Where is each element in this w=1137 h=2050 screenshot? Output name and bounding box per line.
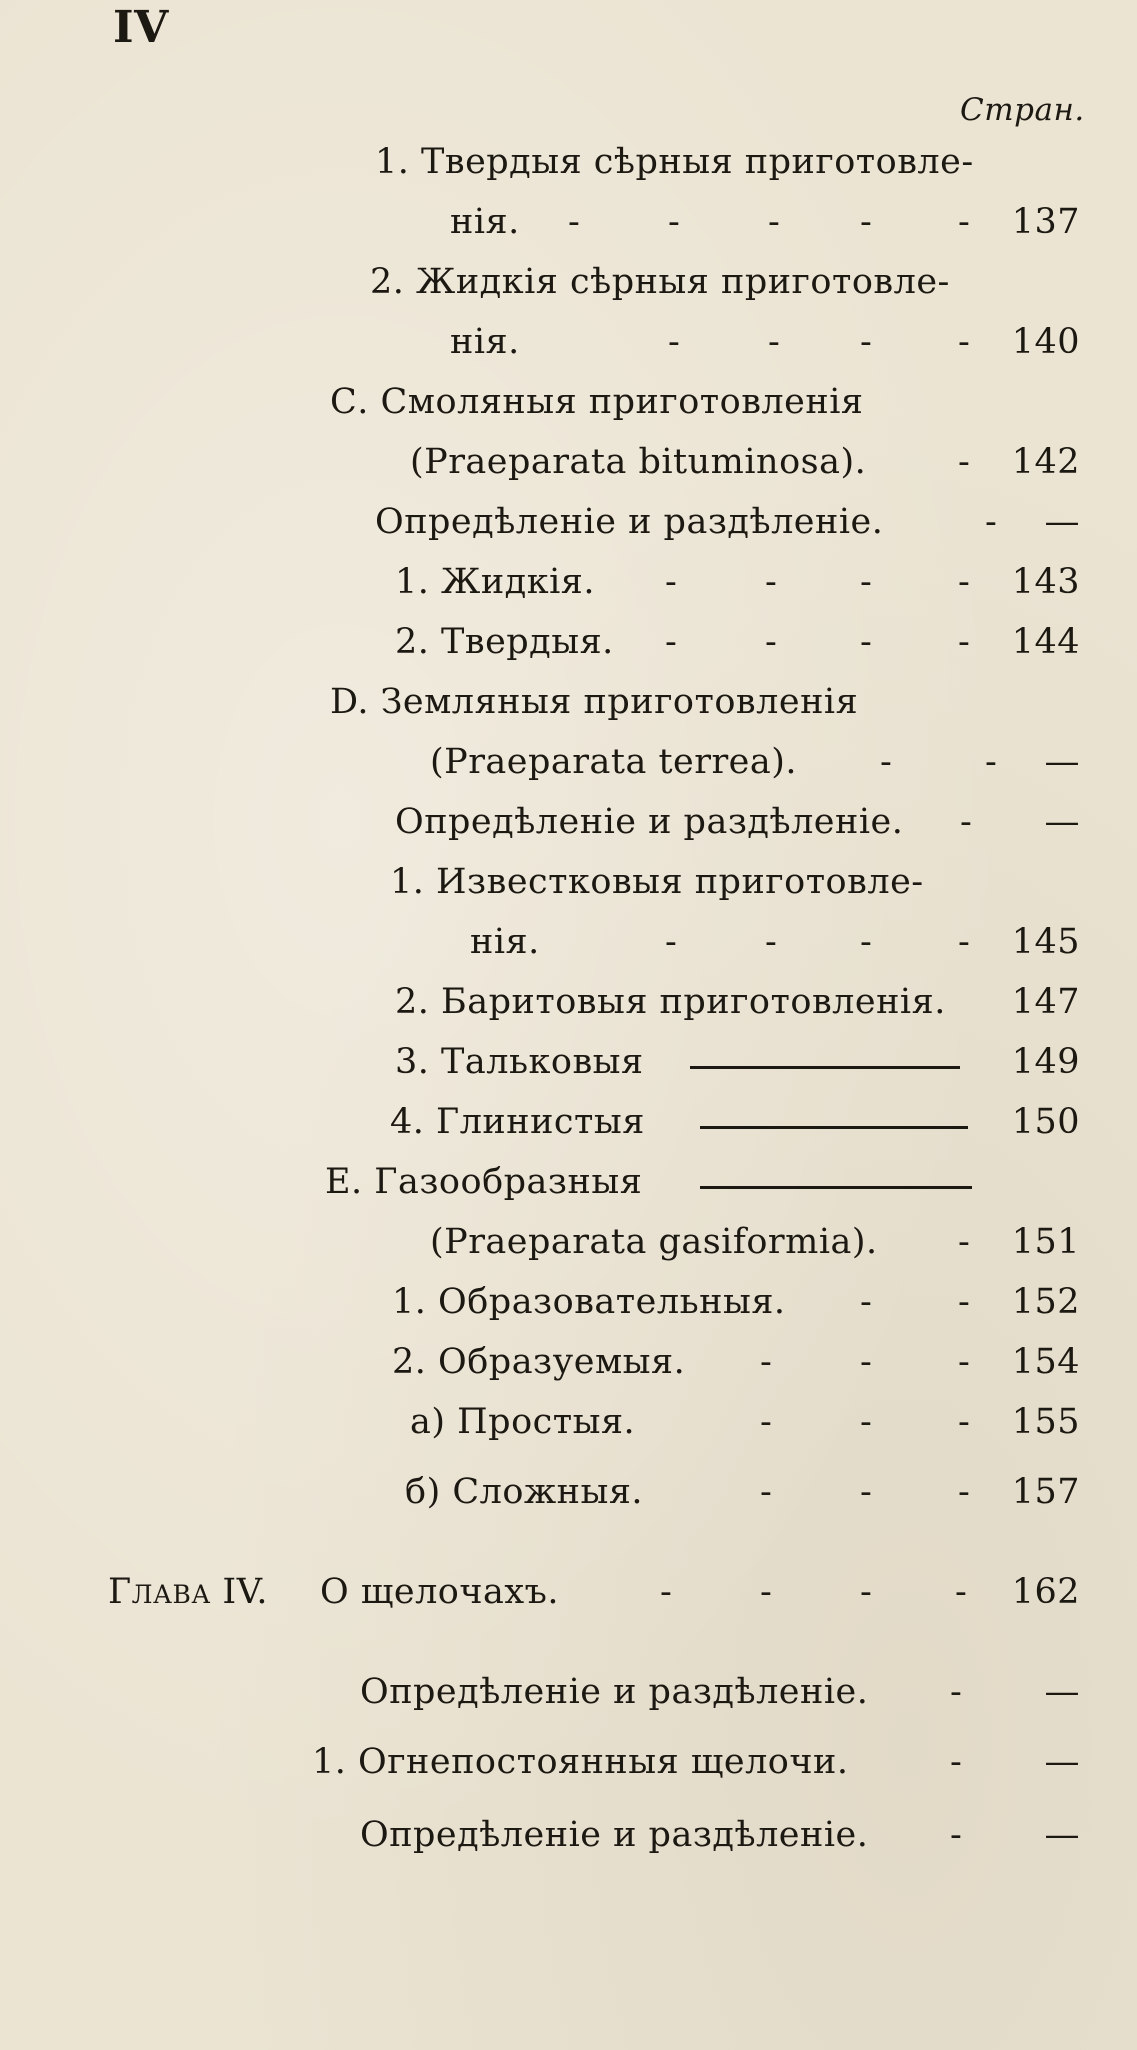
toc-section-title: E. Газообразныя [325,1162,643,1202]
toc-entry-text: нія. [450,322,520,362]
leader-dash: - [760,1402,772,1442]
page-column-label: Стран. [960,92,1085,128]
toc-page-number: 149 [1011,1042,1080,1082]
leader-dash: - [860,322,872,362]
leader-dash: - [950,1672,962,1712]
toc-page-number: 151 [1011,1222,1080,1262]
toc-page-number: 157 [1011,1472,1080,1512]
toc-page-number: — [1044,802,1080,842]
leader-dash: - [958,1402,970,1442]
leader-dash: - [665,622,677,662]
leader-dash: - [765,562,777,602]
leader-dash: - [760,1342,772,1382]
leader-dash: - [665,922,677,962]
leader-dash: - [860,1342,872,1382]
leader-dash: - [880,742,892,782]
leader-dash: - [760,1572,772,1612]
leader-dash: - [860,202,872,242]
chapter-label: Глава IV. [108,1572,269,1612]
toc-entry-text: 3. Тальковыя [395,1042,644,1082]
leader-dash: - [765,922,777,962]
toc-page-number: 142 [1011,442,1080,482]
toc-entry-text: 2. Образуемыя. [392,1342,686,1382]
toc-section-title: D. Земляныя приготовленія [330,682,859,722]
toc-page-number: 155 [1011,1402,1080,1442]
leader-dash: - [860,562,872,602]
toc-page-number: 145 [1011,922,1080,962]
leader-rule [700,1126,968,1129]
leader-dash: - [768,202,780,242]
toc-entry-text: Опредѣленіе и раздѣленіе. [360,1672,869,1712]
leader-dash: - [860,1282,872,1322]
toc-page-number: 143 [1011,562,1080,602]
toc-entry-text: 1. Образовательныя. [392,1282,786,1322]
toc-page-number: — [1044,1672,1080,1712]
toc-page-number: 152 [1011,1282,1080,1322]
leader-rule [690,1066,960,1069]
toc-page-number: 154 [1011,1342,1080,1382]
leader-dash: - [985,502,997,542]
leader-dash: - [860,622,872,662]
toc-entry-text: Опредѣленіе и раздѣленіе. [375,502,884,542]
toc-entry-text: б) Сложныя. [405,1472,644,1512]
leader-dash: - [860,922,872,962]
leader-dash: - [568,202,580,242]
leader-dash: - [958,922,970,962]
leader-dash: - [958,322,970,362]
leader-dash: - [955,1572,967,1612]
leader-dash: - [665,562,677,602]
toc-page-number: 150 [1011,1102,1080,1142]
leader-dash: - [860,1572,872,1612]
toc-entry-text: 1. Твердыя сѣрныя приготовле- [375,142,974,182]
leader-dash: - [660,1572,672,1612]
toc-entry-text: Опредѣленіе и раздѣленіе. [395,802,904,842]
toc-entry-text: 1. Жидкія. [395,562,595,602]
leader-dash: - [958,1222,970,1262]
page-number: IV [113,2,169,53]
toc-latin-subtitle: (Praeparata terrea). [430,742,798,782]
leader-dash: - [960,802,972,842]
leader-dash: - [958,562,970,602]
leader-dash: - [950,1815,962,1855]
leader-dash: - [668,202,680,242]
toc-page-number: 144 [1011,622,1080,662]
toc-latin-subtitle: (Praeparata gasiformia). [430,1222,878,1262]
leader-dash: - [958,442,970,482]
toc-latin-subtitle: (Praeparata bituminosa). [410,442,867,482]
toc-entry-text: 2. Твердыя. [395,622,614,662]
leader-dash: - [668,322,680,362]
toc-entry-text: нія. [450,202,520,242]
toc-page-number: — [1044,742,1080,782]
leader-rule [700,1186,972,1189]
leader-dash: - [958,622,970,662]
toc-page-number: 137 [1011,202,1080,242]
leader-dash: - [768,322,780,362]
toc-entry-text: 4. Глинистыя [390,1102,645,1142]
leader-dash: - [860,1402,872,1442]
leader-dash: - [958,202,970,242]
leader-dash: - [760,1472,772,1512]
leader-dash: - [958,1472,970,1512]
toc-entry-text: нія. [470,922,540,962]
leader-dash: - [950,1742,962,1782]
toc-page-number: — [1044,502,1080,542]
toc-entry-text: 1. Огнепостоянныя щелочи. [312,1742,849,1782]
leader-dash: - [985,742,997,782]
toc-page-number: — [1044,1815,1080,1855]
chapter-title: О щелочахъ. [320,1572,560,1612]
toc-entry-text: 1. Известковыя приготовле- [390,862,924,902]
toc-entry-text: Опредѣленіе и раздѣленіе. [360,1815,869,1855]
toc-entry-text: 2. Баритовыя приготовленія. [395,982,946,1022]
toc-page-number: 162 [1011,1572,1080,1612]
toc-entry-text: а) Простыя. [410,1402,636,1442]
toc-page-number: — [1044,1742,1080,1782]
leader-dash: - [765,622,777,662]
leader-dash: - [958,1282,970,1322]
toc-page-number: 147 [1011,982,1080,1022]
toc-entry-text: 2. Жидкія сѣрныя приготовле- [370,262,950,302]
toc-page-number: 140 [1011,322,1080,362]
leader-dash: - [958,1342,970,1382]
toc-section-title: С. Смоляныя приготовленія [330,382,864,422]
leader-dash: - [860,1472,872,1512]
